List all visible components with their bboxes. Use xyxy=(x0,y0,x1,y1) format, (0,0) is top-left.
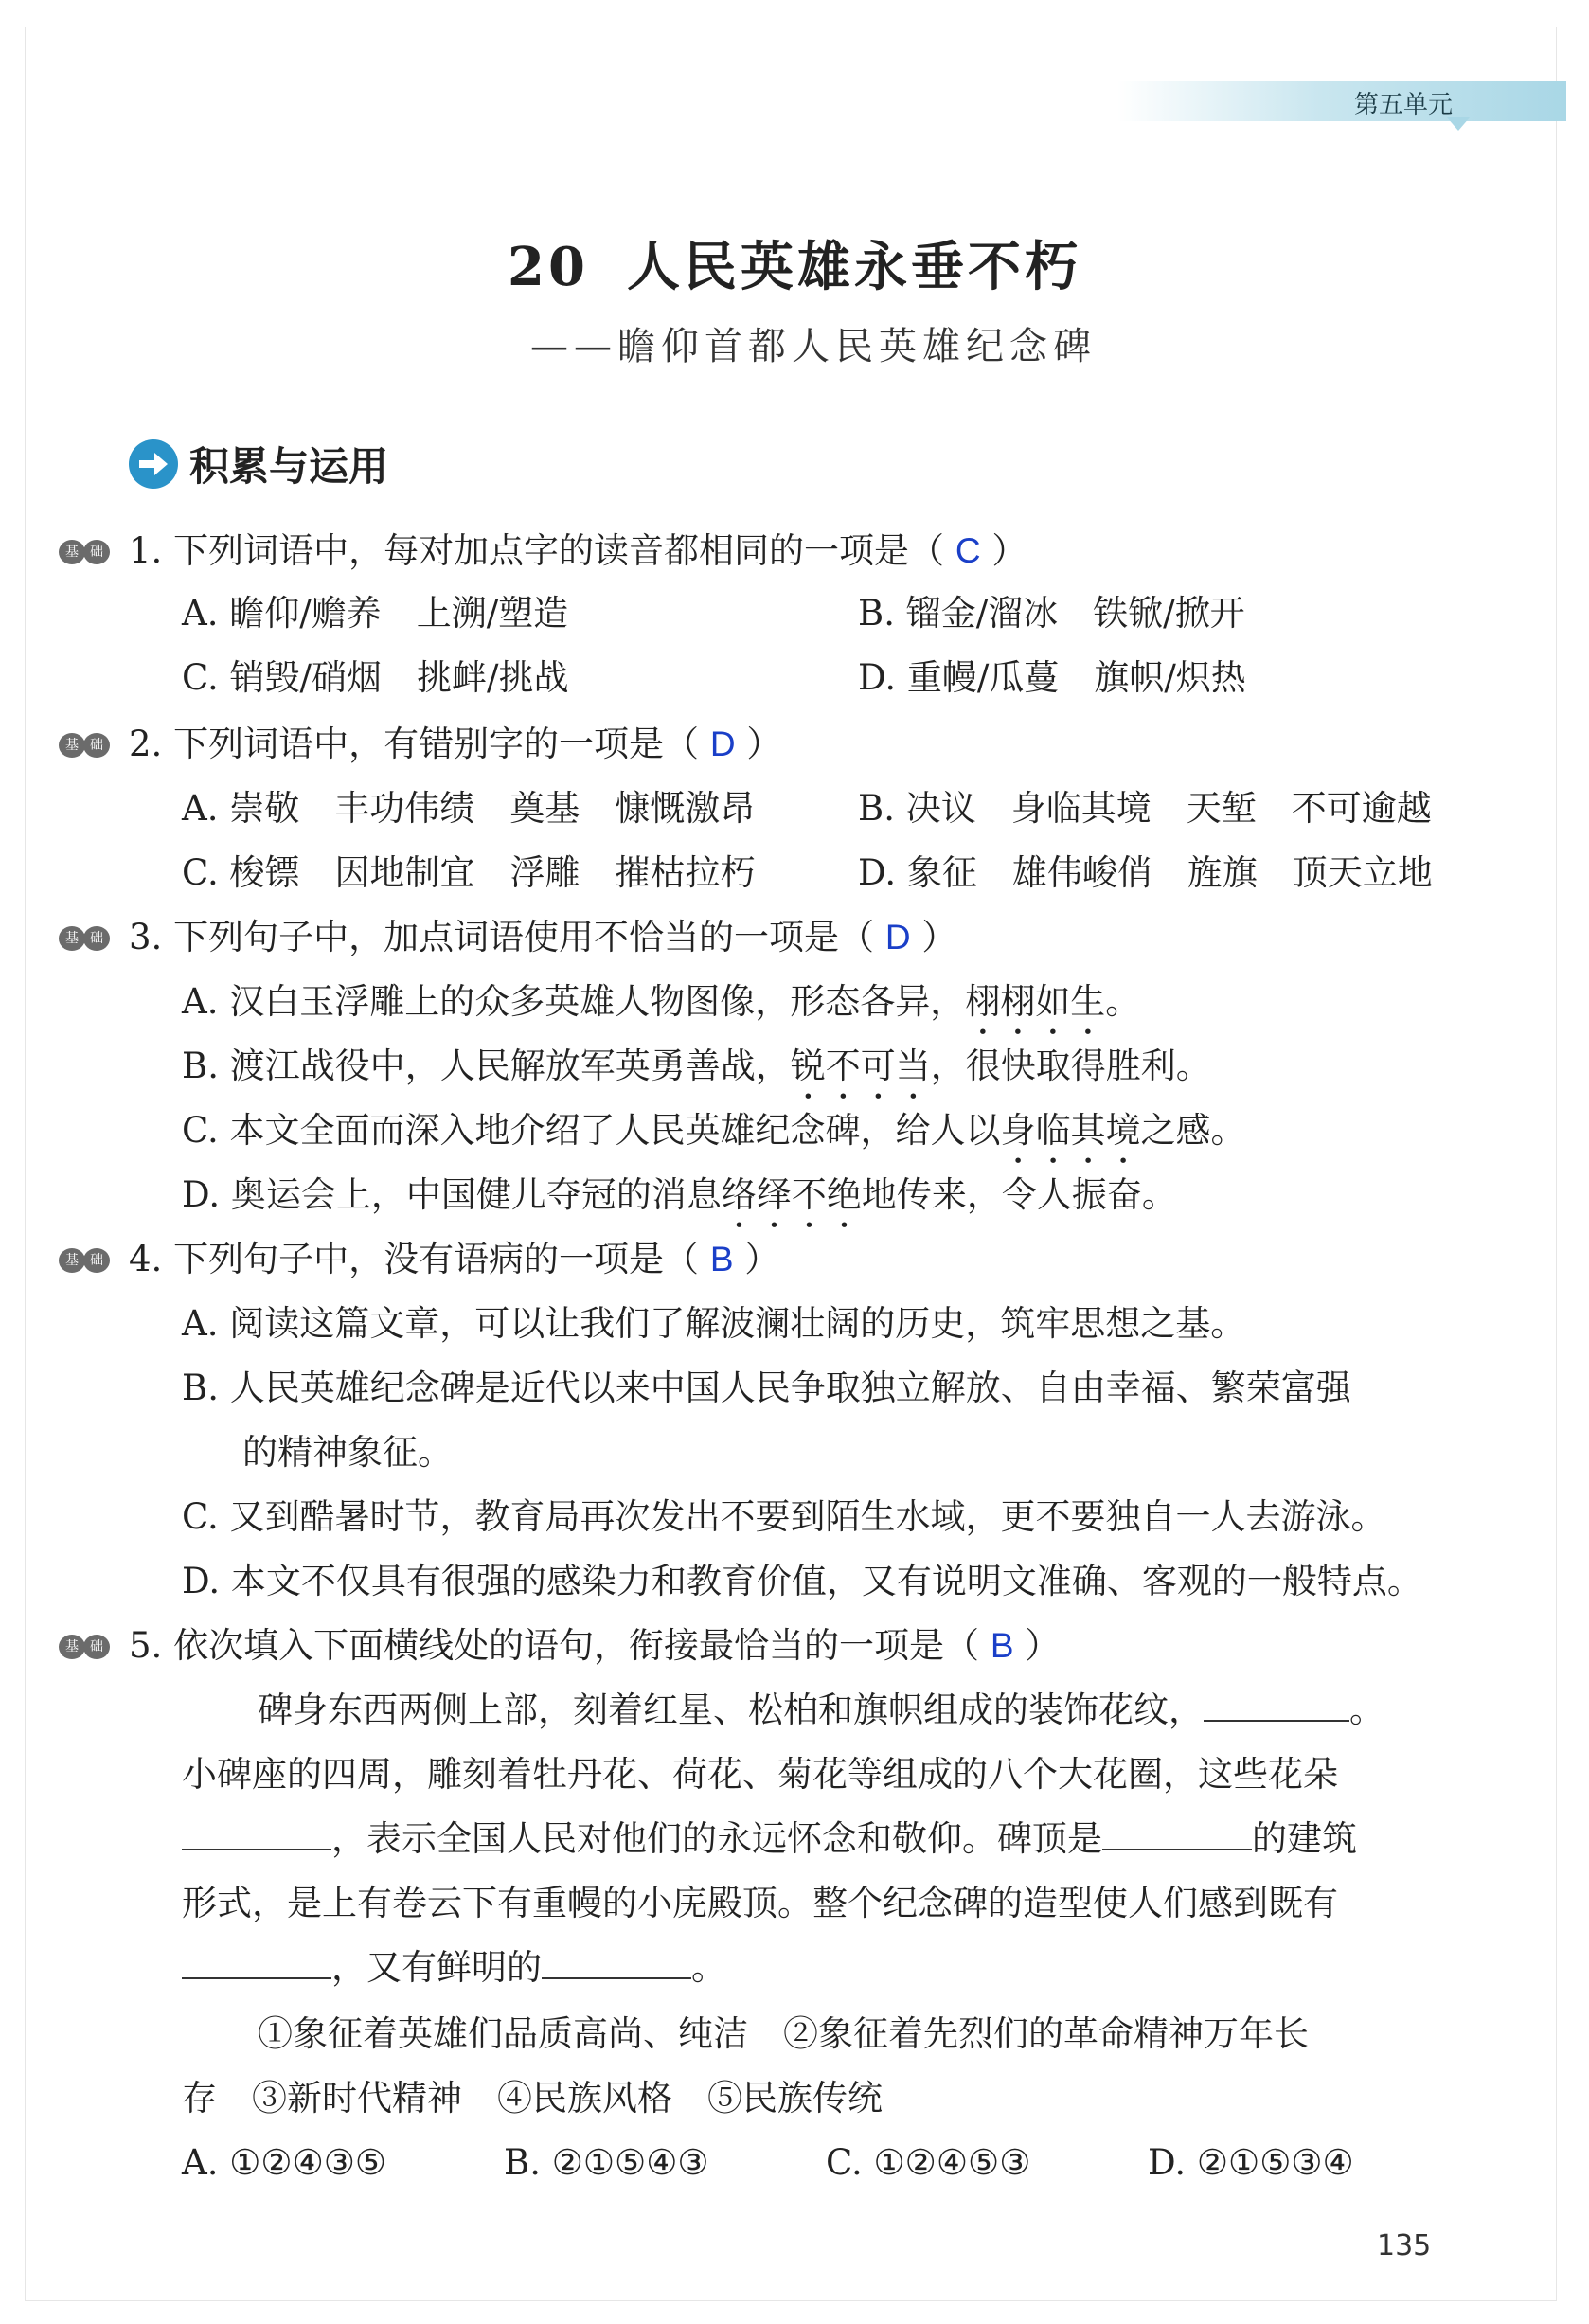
q4-option-c: C. 又到酷暑时节，教育局再次发出不要到陌生水域，更不要独自一人去游泳。 xyxy=(182,1496,1386,1537)
q5-option-a: A. ①②④③⑤ xyxy=(182,2142,387,2183)
fill-blank xyxy=(182,1949,331,1979)
q2-option-d: D. 象征 雄伟峻俏 旌旗 顶天立地 xyxy=(858,852,1433,893)
fill-blank xyxy=(1102,1820,1252,1850)
q4-option-b-line1: B. 人民英雄纪念碑是近代以来中国人民争取独立解放、自由幸福、繁荣富强 xyxy=(182,1368,1351,1408)
fill-blank xyxy=(1204,1691,1349,1722)
q3-option-a: A. 汉白玉浮雕上的众多英雄人物图像，形态各异，栩栩如生。 xyxy=(182,981,1141,1022)
q5-choices-line1: ①象征着英雄们品质高尚、纯洁 ②象征着先烈们的革命精神万年长 xyxy=(258,2013,1309,2054)
question-3-stem: 3. 下列句子中，加点词语使用不恰当的一项是（ D ） xyxy=(129,917,957,957)
q2-option-a: A. 崇敬 丰功伟绩 奠基 慷慨激昂 xyxy=(182,788,756,829)
question-4-stem: 4. 下列句子中，没有语病的一项是（ B ） xyxy=(129,1239,780,1279)
q2-option-b: B. 决议 身临其境 天堑 不可逾越 xyxy=(858,788,1432,829)
question-2-stem: 2. 下列词语中，有错别字的一项是（ D ） xyxy=(129,724,782,764)
answer-3: D xyxy=(884,918,911,956)
q3-option-c: C. 本文全面而深入地介绍了人民英雄纪念碑，给人以身临其境之感。 xyxy=(182,1110,1246,1151)
q5-passage-line1: 碑身东西两侧上部，刻着红星、松柏和旗帜组成的装饰花纹， 。 xyxy=(258,1689,1384,1730)
unit-label: 第五单元 xyxy=(1353,91,1453,119)
fill-blank xyxy=(182,1820,331,1850)
basic-badge: 基 础 xyxy=(59,1633,116,1659)
q5-passage-line3: ，表示全国人民对他们的永远怀念和敬仰。碑顶是 的建筑 xyxy=(182,1816,1357,1862)
answer-2: D xyxy=(709,724,736,763)
basic-badge: 基 础 xyxy=(59,1246,116,1273)
basic-badge: 基 础 xyxy=(59,731,116,758)
basic-badge: 基 础 xyxy=(59,538,116,564)
lesson-subtitle: ——瞻仰首都人民英雄纪念碑 xyxy=(530,325,1097,368)
lesson-title xyxy=(0,225,1589,301)
q1-option-c: C. 销毁/硝烟 挑衅/挑战 xyxy=(182,657,569,698)
q5-option-d: D. ②①⑤③④ xyxy=(1148,2142,1354,2183)
q1-option-b: B. 镏金/溜冰 铁锨/掀开 xyxy=(858,593,1245,634)
basic-badge: 基 础 xyxy=(59,924,116,951)
section-title: 积累与运用 xyxy=(189,443,389,490)
q3-option-b: B. 渡江战役中，人民解放军英勇善战，锐不可当，很快取得胜利。 xyxy=(182,1046,1211,1086)
q5-passage-line2: 小碑座的四周，雕刻着牡丹花、荷花、菊花等组成的八个大花圈，这些花朵 xyxy=(182,1754,1338,1795)
q1-option-a: A. 瞻仰/赡养 上溯/塑造 xyxy=(182,593,569,634)
q5-option-c: C. ①②④⑤③ xyxy=(826,2142,1031,2183)
q4-option-b-line2: 的精神象征。 xyxy=(242,1432,453,1473)
page-number: 135 xyxy=(1377,2229,1432,2262)
lesson-title-text: 人民英雄永垂不朽 xyxy=(626,236,1081,298)
answer-1: C xyxy=(955,531,981,570)
arrow-right-icon xyxy=(129,439,178,489)
answer-5: B xyxy=(990,1626,1014,1665)
question-5-stem: 5. 依次填入下面横线处的语句，衔接最恰当的一项是（ B ） xyxy=(129,1625,1061,1666)
q5-passage-line4: 形式，是上有卷云下有重幔的小庑殿顶。整个纪念碑的造型使人们感到既有 xyxy=(182,1883,1338,1923)
q1-option-d: D. 重幔/瓜蔓 旗帜/炽热 xyxy=(858,657,1246,698)
q4-option-a: A. 阅读这篇文章，可以让我们了解波澜壮阔的历史，筑牢思想之基。 xyxy=(182,1303,1246,1344)
fill-blank xyxy=(542,1949,691,1979)
lesson-number: 20 xyxy=(508,236,589,298)
section-header xyxy=(129,436,388,492)
q5-option-b: B. ②①⑤④③ xyxy=(504,2142,709,2183)
q4-option-d: D. 本文不仅具有很强的感染力和教育价值，又有说明文准确、客观的一般特点。 xyxy=(182,1561,1422,1601)
q3-option-d: D. 奥运会上，中国健儿夺冠的消息络绎不绝地传来，令人振奋。 xyxy=(182,1174,1177,1215)
answer-4: B xyxy=(709,1240,734,1278)
unit-banner-tail xyxy=(1447,117,1470,131)
question-1-stem: 1. 下列词语中，每对加点字的读音都相同的一项是（ C ） xyxy=(129,530,1027,571)
q2-option-c: C. 梭镖 因地制宜 浮雕 摧枯拉朽 xyxy=(182,852,756,893)
q5-passage-line5: ，又有鲜明的 。 xyxy=(182,1945,726,1991)
unit-banner xyxy=(1117,81,1566,121)
q5-choices-line2: 存 ③新时代精神 ④民族风格 ⑤民族传统 xyxy=(182,2078,883,2118)
